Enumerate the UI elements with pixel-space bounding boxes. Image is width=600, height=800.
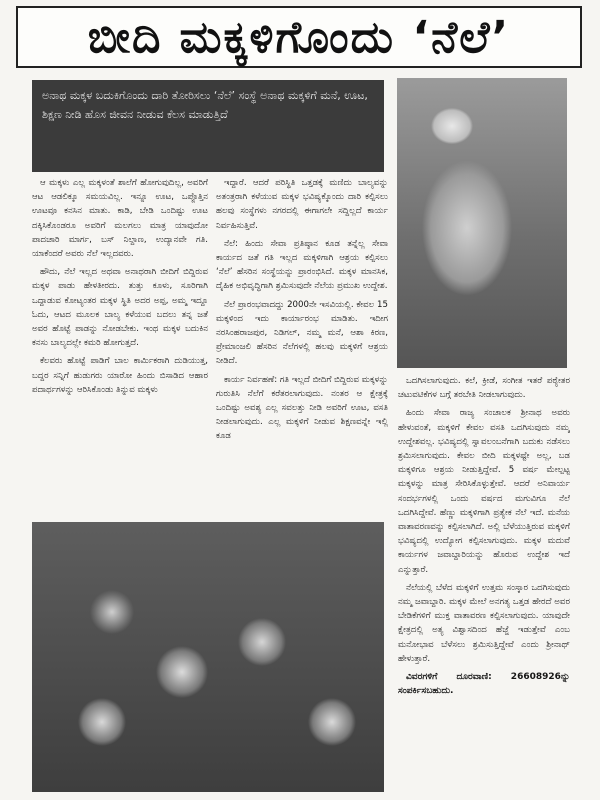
photo-children-group	[32, 522, 384, 792]
column-b	[216, 176, 388, 518]
paragraph: ಹೌದು, ನೆಲೆ ಇಲ್ಲದ ಅಥವಾ ಅನಾಥರಾಗಿ ಬೀದಿಗೆ ಬಿದ್ದಿರುವ ಮಕ್ಕಳ ಪಾಡು ಹೇಳತೀರದು. ತುತ್ತು ಕೂಳು, ಸೂರಿಗಾಗಿ ಒದ್ದಾಡುವ ಕೋಟ್ಯಂತರ ಮಕ್ಕಳ ಸ್ಥಿತಿ ಅದರ ಅಪ್ಪ, ಅಮ್ಮ ಇದ್ದೂ ಓದು, ಆಟದ ಮೂಲಕ ಬಾಲ್ಯ ಕಳೆಯುವ ಬದಲು ತನ್ನ ಜತೆ ಅವರ ಹೊಟ್ಟೆ ಪಾಡನ್ನು ನೋಡಬೇಕು. ಇಂಥ ಮಕ್ಕಳ ಬದುಕಿನ ಕನಸು ಬಾಲ್ಯದಲ್ಲೇ ಕಮರಿ ಹೋಗುತ್ತದೆ.	[32, 267, 208, 349]
paragraph: ಕಾರ್ಯ ನಿರ್ವಹಣೆ: ಗತಿ ಇಲ್ಲದೆ ಬೀದಿಗೆ ಬಿದ್ದಿರುವ ಮಕ್ಕಳನ್ನು ಗುರುತಿಸಿ ನೆಲೆಗೆ ಕರೆತರಲಾಗುವುದು. ನಂತರ ಆ ಕ್ಷೇತ್ರಕ್ಕೆ ಒಂದಿಷ್ಟು ಅವಶ್ಯ ಎಲ್ಲ ಸವಲತ್ತು ನೀಡಿ ಅವರಿಗೆ ಊಟ, ವಸತಿ ನೀಡಲಾಗುವುದು. ಎಲ್ಲ ಮಕ್ಕಳಿಗೆ ನೀಡುವ ಶಿಕ್ಷಣವನ್ನೇ ಇಲ್ಲಿ ಕೂಡ	[216, 374, 388, 442]
paragraph: ಕೆಲವರು ಹೊಟ್ಟೆ ಪಾಡಿಗೆ ಬಾಲ ಕಾರ್ಮಿಕರಾಗಿ ದುಡಿಯುತ್ತ, ಬದ್ದರ ಸನ್ನಿಗೆ ಹುಡುಗರು ಯಾರೋ ಹಿಂದು ಬಿಸಾಡಿದ ಆಹಾರ ಪದಾರ್ಥಗಳನ್ನು ಆರಿಸಿಕೊಂಡು ತಿನ್ನುವ ಮಕ್ಕಳು	[32, 356, 208, 395]
contact-line: ವಿವರಗಳಿಗೆ ದೂರವಾಣಿ: 26608926ನ್ನು ಸಂಪರ್ಕಿಸಬಹುದು.	[398, 672, 570, 697]
column-c	[398, 374, 570, 794]
paragraph: ಇದ್ದಾರೆ. ಆದರೆ ಪರಿಸ್ಥಿತಿ ಒತ್ತಡಕ್ಕೆ ಮಣಿದು ಬಾಲ್ಯವನ್ನು ಅತಂತ್ರರಾಗಿ ಕಳೆಯುವ ಮಕ್ಕಳ ಭವಿಷ್ಯಕ್ಕೊಂದು ದಾರಿ ಕಲ್ಪಿಸಲು ಹಲವು ಸಂಸ್ಥೆಗಳು ನಗರದಲ್ಲಿ ಈಗಾಗಲೇ ಸದ್ದಿಲ್ಲದೆ ಕಾರ್ಯ ನಿರ್ವಹಿಸುತ್ತಿವೆ.	[216, 178, 388, 231]
column-a	[32, 176, 208, 518]
paragraph: ಹಿಂದು ಸೇವಾ ರಾಜ್ಯ ಸಂಚಾಲಕ ಶ್ರೀನಾಥ ಅವರು ಹೇಳುವಂತೆ, ಮಕ್ಕಳಿಗೆ ಕೇವಲ ವಸತಿ ಒದಗಿಸುವುದು ನಮ್ಮ ಉದ್ದೇಶವಲ್ಲ. ಭವಿಷ್ಯದಲ್ಲಿ ಸ್ವಾವಲಂಬನೆಗಾಗಿ ಬದುಕು ನಡೆಸಲು ಶ್ರಮಿಸಲಾಗುವುದು. ಕೇವಲ ಬೀದಿ ಮಕ್ಕಳಷ್ಟೇ ಅಲ್ಲ, ಬಡ ಮಕ್ಕಳಿಗೂ ಆಶ್ರಯ ನೀಡುತ್ತಿದ್ದೇವೆ. 5 ವರ್ಷ ಮೇಲ್ಪಟ್ಟ ಮಕ್ಕಳನ್ನು ಮಾತ್ರ ಸೇರಿಸಿಕೊಳ್ಳುತ್ತೇವೆ. ಆದರೆ ಅನಿವಾರ್ಯ ಸಂದರ್ಭಗಳಲ್ಲಿ ಒಂದು ವರ್ಷದ ಮಗುವಿಗೂ ನೆಲೆ ಒದಗಿಸಿದ್ದೇವೆ. ಹೆಣ್ಣು ಮಕ್ಕಳಿಗಾಗಿ ಪ್ರತ್ಯೇಕ ನೆಲೆ ಇದೆ. ಮನೆಯ ವಾತಾವರಣವನ್ನು ಕಲ್ಪಿಸಲಾಗಿದೆ. ಅಲ್ಲಿ ಬೆಳೆಯುತ್ತಿರುವ ಮಕ್ಕಳಿಗೆ ಭವಿಷ್ಯದಲ್ಲಿ ಉದ್ಯೋಗ ಕಲ್ಪಿಸಲಾಗುವುದು. ಮಕ್ಕಳ ಮದುವೆ ಕಾರ್ಯಗಳ ಜವಾಬ್ದಾರಿಯನ್ನು ಹೊರುವ ಉದ್ದೇಶ ಇದೆ ಎನ್ನುತ್ತಾರೆ.	[398, 408, 570, 575]
headline-box	[16, 6, 582, 68]
headline: ಬೀದಿ ಮಕ್ಕಳಿಗೊಂದು ‘ನೆಲೆ’	[87, 11, 511, 63]
paragraph: ಆ ಮಕ್ಕಳು ಎಲ್ಲ ಮಕ್ಕಳಂತೆ ಶಾಲೆಗೆ ಹೋಗುವುದಿಲ್ಲ, ಅವರಿಗೆ ಆಟ ಆಡಲಿಕ್ಕೂ ಸಮಯವಿಲ್ಲ. ಇನ್ನೂ ಊಟ, ಒಪ್ಪೊತ್ತಿನ ಊಟವೂ ಕನಸಿನ ಮಾತು. ಕಾಡಿ, ಬೇಡಿ ಒಂದಿಷ್ಟು ಊಟ ದಕ್ಕಿಸಿಕೊಂಡರೂ ಅವರಿಗೆ ಮಲಗಲು ಮಾತ್ರ ಯಾವುದೋ ಪಾದಚಾರಿ ಮಾರ್ಗ, ಬಸ್ ನಿಲ್ದಾಣ, ಉದ್ಯಾನವೇ ಗತಿ. ಯಾಕೆಂದರೆ ಅವರು ನೆಲೆ ಇಲ್ಲದವರು.	[32, 178, 208, 260]
deck-text: ಅನಾಥ ಮಕ್ಕಳ ಬದುಕಿಗೊಂದು ದಾರಿ ತೋರಿಸಲು ‘ನೆಲೆ’ ಸಂಸ್ಥೆ ಅನಾಥ ಮಕ್ಕಳಿಗೆ ಮನೆ, ಊಟ, ಶಿಕ್ಷಣ ನೀಡಿ ಹೊಸ ಜೀವನ ನೀಡುವ ಕೆಲಸ ಮಾಡುತ್ತಿದೆ	[32, 80, 384, 172]
paragraph: ನೆಲೆ: ಹಿಂದು ಸೇವಾ ಪ್ರತಿಷ್ಠಾನ ಕೂಡ ತನ್ನೆಲ್ಲ ಸೇವಾ ಕಾರ್ಯದ ಜತೆ ಗತಿ ಇಲ್ಲದ ಮಕ್ಕಳಿಗಾಗಿ ಆಶ್ರಯ ಕಲ್ಪಿಸಲು ‘ನೆಲೆ’ ಹೆಸರಿನ ಸಂಸ್ಥೆಯನ್ನು ಪ್ರಾರಂಭಿಸಿದೆ. ಮಕ್ಕಳ ಮಾನಸಿಕ, ದೈಹಿಕ ಅಭಿವೃದ್ಧಿಗಾಗಿ ಶ್ರಮಿಸುವುದೇ ನೆಲೆಯ ಪ್ರಮುಖ ಉದ್ದೇಶ.	[216, 238, 388, 292]
paragraph: ಒದಗಿಸಲಾಗುವುದು. ಕಲೆ, ಕ್ರೀಡೆ, ಸಂಗೀತ ಇತರೆ ಪಠ್ಯೇತರ ಚಟುವಟಿಕೆಗಳ ಬಗ್ಗೆ ತರಬೇತಿ ನೀಡಲಾಗುವುದು.	[398, 376, 570, 401]
paragraph: ನೆಲೆಯಲ್ಲಿ ಬೆಳೆದ ಮಕ್ಕಳಿಗೆ ಉತ್ತಮ ಸಂಸ್ಕಾರ ಒದಗಿಸುವುದು ನಮ್ಮ ಜವಾಬ್ದಾರಿ. ಮಕ್ಕಳ ಮೇಲೆ ಅನಗತ್ಯ ಒತ್ತಡ ಹೇರದೆ ಅವರ ಬೇಡಿಕೆಗಳಿಗೆ ಮುಕ್ತ ವಾತಾವರಣ ಕಲ್ಪಿಸಲಾಗುವುದು. ಯಾವುದೇ ಕ್ಷೇತ್ರದಲ್ಲಿ ಅತ್ಯ ವಿಶ್ವಾಸದಿಂದ ಹೆಜ್ಜೆ ಇಡುತ್ತೇವೆ ಎಂಬ ಮನೋಭಾವ ಬೆಳೆಸಲು ಶ್ರಮಿಸುತ್ತಿದ್ದೇವೆ ಎಂದು ಶ್ರೀನಾಥ್ ಹೇಳುತ್ತಾರೆ.	[398, 582, 570, 664]
paragraph: ನೆಲೆ ಪ್ರಾರಂಭವಾದದ್ದು 2000ನೇ ಇಸವಿಯಲ್ಲಿ. ಕೇವಲ 15 ಮಕ್ಕಳಿಂದ ಇದು ಕಾರ್ಯಾರಂಭ ಮಾಡಿತು. ಇದೀಗ ನರಸಿಂಹರಾಜಪುರ, ನಿಡಿಗಲ್, ನಮ್ಮ ಮನೆ, ಆಶಾ ಕಿರಣ, ಪ್ರೇಮಾಂಜಲಿ ಹೆಸರಿನ ನೆಲೆಗಳಲ್ಲಿ ಹಲವು ಮಕ್ಕಳಿಗೆ ಆಶ್ರಯ ನೀಡಿದೆ.	[216, 299, 388, 367]
photo-girl-working	[397, 78, 567, 368]
